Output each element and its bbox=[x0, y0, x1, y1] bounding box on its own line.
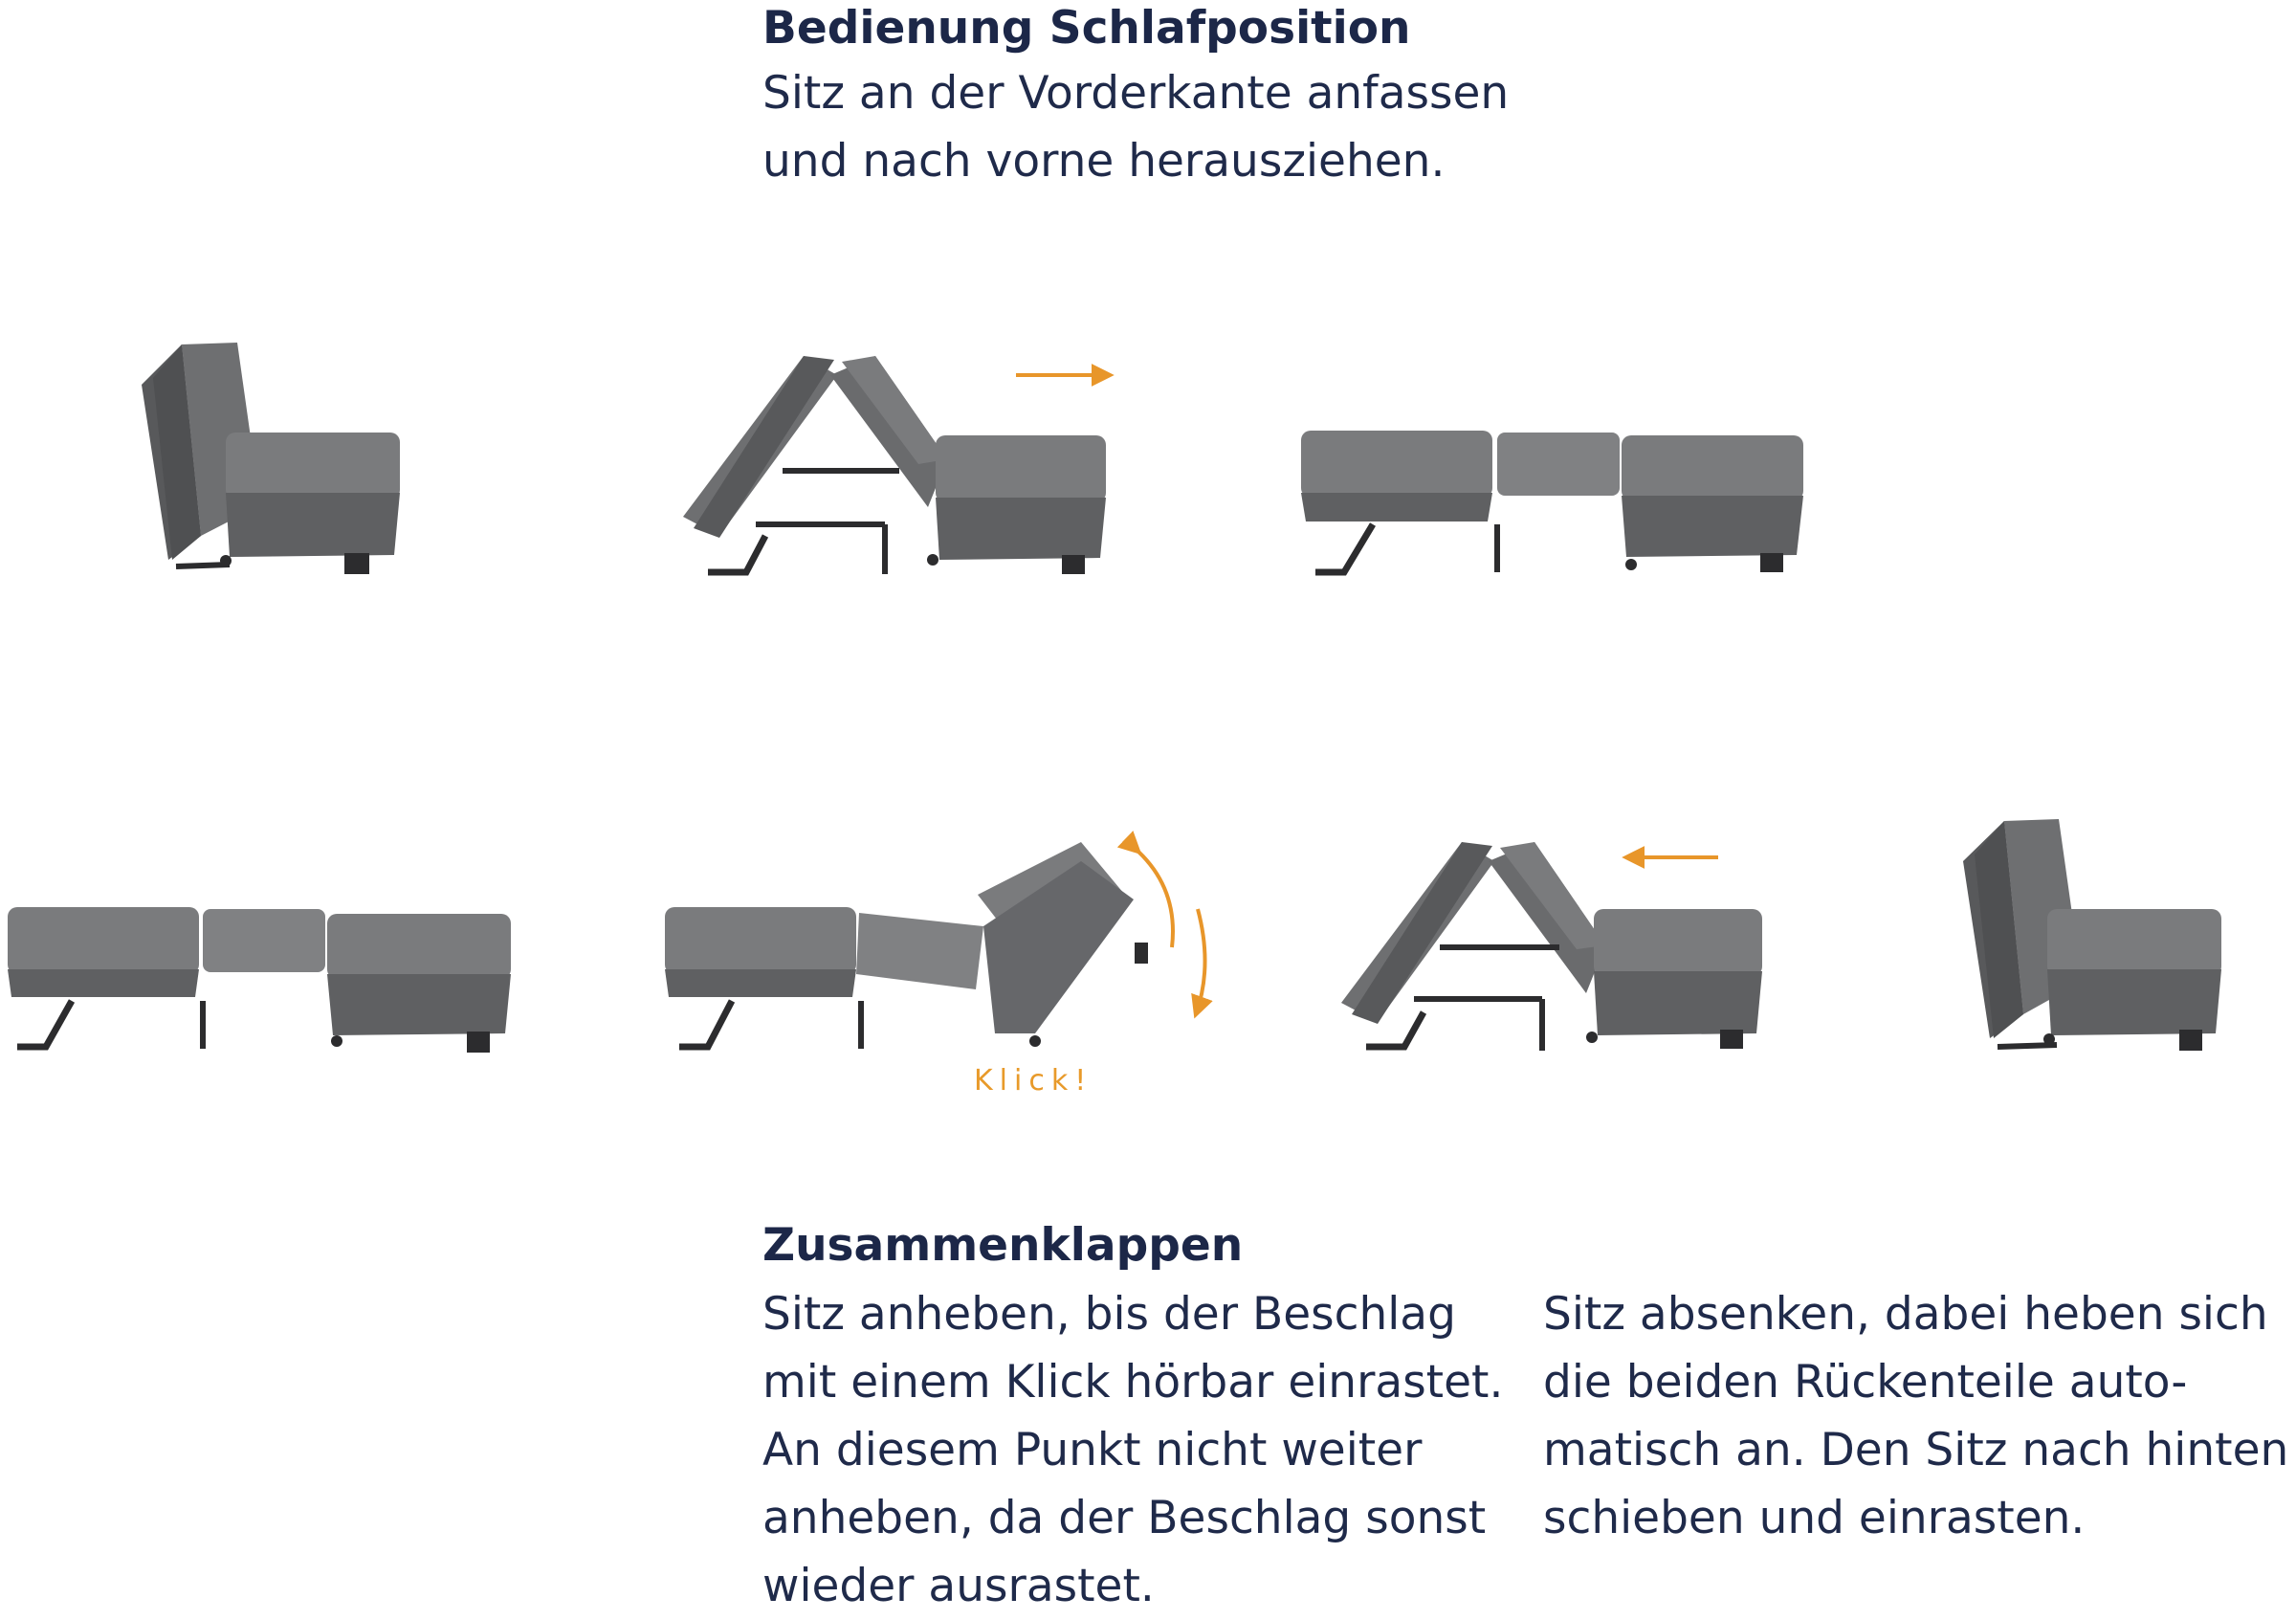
klick-label: Klick! bbox=[974, 1064, 1093, 1098]
sofa-upright-icon bbox=[1963, 819, 2221, 1051]
sofa-unfolding-icon bbox=[683, 356, 1106, 574]
curved-arrow-up-icon bbox=[1138, 852, 1173, 947]
sofa-folding-back-icon bbox=[1341, 842, 1762, 1051]
fold-col1-line-3: An diesem Punkt nicht weiter bbox=[762, 1424, 1423, 1476]
fold-col2-line-4: schieben und einrasten. bbox=[1543, 1492, 2086, 1544]
sofa-bed-flat-icon bbox=[1301, 431, 1803, 572]
fold-instructions-column-1 bbox=[762, 1280, 1503, 1620]
fold-col2-line-1: Sitz absenken, dabei heben sich bbox=[1543, 1288, 2268, 1341]
fold-col1-line-4: anheben, da der Beschlag sonst bbox=[762, 1492, 1487, 1544]
sofa-bed-flat-icon bbox=[8, 907, 511, 1053]
fold-col1-line-1: Sitz anheben, bis der Beschlag bbox=[762, 1288, 1456, 1341]
open-instructions-title: Bedienung Schlafposition bbox=[762, 2, 1411, 55]
fold-col1-line-2: mit einem Klick hörbar einrastet. bbox=[762, 1356, 1504, 1409]
fold-col2-line-3: matisch an. Den Sitz nach hinten bbox=[1543, 1424, 2289, 1476]
open-line-1: Sitz an der Vorderkante anfassen bbox=[762, 67, 1510, 120]
fold-instructions-title: Zusammenklappen bbox=[762, 1219, 1244, 1272]
fold-col2-line-2: die beiden Rückenteile auto- bbox=[1543, 1356, 2188, 1409]
sofa-upright-icon bbox=[142, 343, 400, 574]
fold-col1-line-5: wieder ausrastet. bbox=[762, 1560, 1155, 1612]
open-line-2: und nach vorne herausziehen. bbox=[762, 135, 1446, 188]
sofa-seat-lifting-icon bbox=[665, 842, 1148, 1049]
curved-arrow-down-icon bbox=[1196, 909, 1205, 1014]
fold-instructions-column-2 bbox=[1543, 1280, 2288, 1552]
